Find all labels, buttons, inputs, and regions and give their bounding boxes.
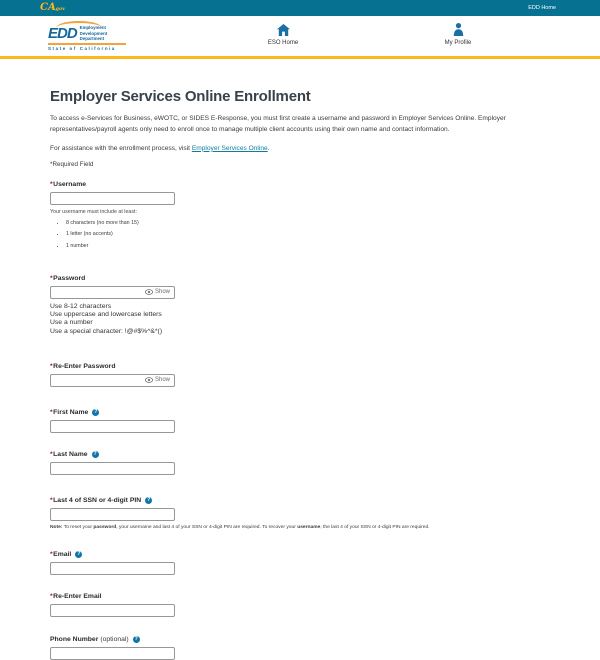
last-name-input[interactable] bbox=[50, 462, 175, 475]
intro-text: To access e-Services for Business, eWOTC, or SIDES E-Response, you must first create a username and password in Employer Services Online. Employer representatives/payroll agents only need to enroll once to manage multiple client accounts using their own name and contact information. bbox=[50, 115, 506, 133]
nav-my-profile-label: My Profile bbox=[444, 40, 472, 46]
reenter-password-input-wrap bbox=[50, 374, 175, 387]
reenter-email-label: * Re-Enter Email bbox=[50, 592, 102, 600]
required-asterisk: * bbox=[50, 592, 53, 600]
password-rule: Use a number bbox=[50, 319, 93, 327]
reenter-password-label: * Re-Enter Password bbox=[50, 362, 116, 370]
help-icon[interactable]: ? bbox=[77, 551, 81, 558]
phone-input[interactable] bbox=[50, 647, 175, 660]
username-rule: • 8 characters (no more than 15) bbox=[66, 220, 555, 226]
password-field bbox=[50, 275, 555, 336]
show-password-button[interactable]: Show bbox=[141, 287, 174, 298]
required-field-note: *Required Field bbox=[50, 160, 94, 168]
username-rule: • 1 letter (no accents) bbox=[66, 231, 555, 237]
employer-services-online-link[interactable]: Employer Services Online bbox=[191, 144, 268, 152]
required-asterisk: * bbox=[50, 408, 53, 416]
username-rules-list bbox=[66, 220, 555, 249]
ssn-pin-label: * Last 4 of SSN or 4-digit PIN ? bbox=[50, 496, 151, 504]
password-rule: Use uppercase and lowercase letters bbox=[50, 311, 162, 319]
required-asterisk: * bbox=[50, 496, 53, 504]
site-header bbox=[0, 16, 600, 59]
ssn-pin-field bbox=[50, 497, 555, 530]
nav-item-my-profile[interactable] bbox=[423, 23, 493, 46]
edd-home-link[interactable]: EDD Home bbox=[528, 5, 556, 11]
help-icon[interactable]: ? bbox=[93, 451, 97, 458]
username-hint: Your username must include at least: bbox=[50, 208, 137, 215]
first-name-label: * First Name ? bbox=[50, 408, 98, 416]
main-content bbox=[0, 59, 600, 660]
help-icon[interactable]: ? bbox=[147, 497, 151, 504]
first-name-field bbox=[50, 409, 555, 433]
reenter-email-input[interactable] bbox=[50, 604, 175, 617]
eye-icon bbox=[145, 377, 153, 383]
edd-logo-text: EDD bbox=[48, 24, 77, 42]
phone-field bbox=[50, 636, 555, 660]
password-input[interactable] bbox=[51, 287, 141, 298]
password-rule: Use 8-12 characters bbox=[50, 302, 112, 310]
ssn-note: Note: To reset your password, your username and last 4 of your SSN or 4-digit PIN are required. To recover your username, the last 4 of your SSN or 4-digit PIN are required. bbox=[50, 524, 430, 530]
username-label: * Username bbox=[50, 180, 87, 188]
password-input-wrap bbox=[50, 286, 175, 299]
ssn-pin-input[interactable] bbox=[50, 508, 175, 521]
password-label: * Password bbox=[50, 274, 86, 282]
reenter-email-field bbox=[50, 593, 555, 617]
email-field bbox=[50, 551, 555, 575]
edd-logo[interactable] bbox=[48, 21, 126, 51]
required-asterisk: * bbox=[50, 274, 53, 282]
required-asterisk: * bbox=[50, 180, 53, 188]
email-input[interactable] bbox=[50, 562, 175, 575]
help-icon[interactable]: ? bbox=[94, 409, 98, 416]
edd-logo-tagline: State of California bbox=[48, 43, 126, 51]
username-input[interactable] bbox=[50, 192, 175, 205]
reenter-password-input[interactable] bbox=[51, 375, 141, 386]
ca-gov-logo[interactable]: CA.gov bbox=[40, 2, 66, 13]
assistance-text: For assistance with the enrollment process, visit Employer Services Online. bbox=[50, 144, 270, 152]
phone-label: Phone Number (optional) ? bbox=[50, 635, 138, 643]
last-name-field bbox=[50, 451, 555, 475]
first-name-input[interactable] bbox=[50, 420, 175, 433]
home-icon bbox=[248, 23, 318, 36]
last-name-label: * Last Name ? bbox=[50, 450, 97, 458]
required-asterisk: * bbox=[50, 362, 53, 370]
username-rule: • 1 number bbox=[66, 243, 555, 249]
nav-eso-home-label: ESO Home bbox=[267, 40, 299, 46]
top-utility-bar bbox=[0, 0, 600, 16]
password-rules bbox=[50, 303, 555, 336]
username-field bbox=[50, 181, 555, 249]
person-icon bbox=[423, 23, 493, 36]
eye-icon bbox=[145, 289, 153, 295]
page-title: Employer Services Online Enrollment bbox=[50, 88, 311, 105]
required-asterisk: * bbox=[50, 550, 53, 558]
show-reenter-password-button[interactable]: Show bbox=[141, 375, 174, 386]
email-label: * Email ? bbox=[50, 550, 81, 558]
reenter-password-field bbox=[50, 363, 555, 387]
password-rule: Use a special character: !@#$%^&*() bbox=[50, 327, 163, 335]
help-icon[interactable]: ? bbox=[134, 636, 138, 643]
edd-logo-lines: Employment Development Department bbox=[79, 25, 108, 41]
required-asterisk: * bbox=[50, 450, 53, 458]
nav-item-eso-home[interactable] bbox=[248, 23, 318, 46]
